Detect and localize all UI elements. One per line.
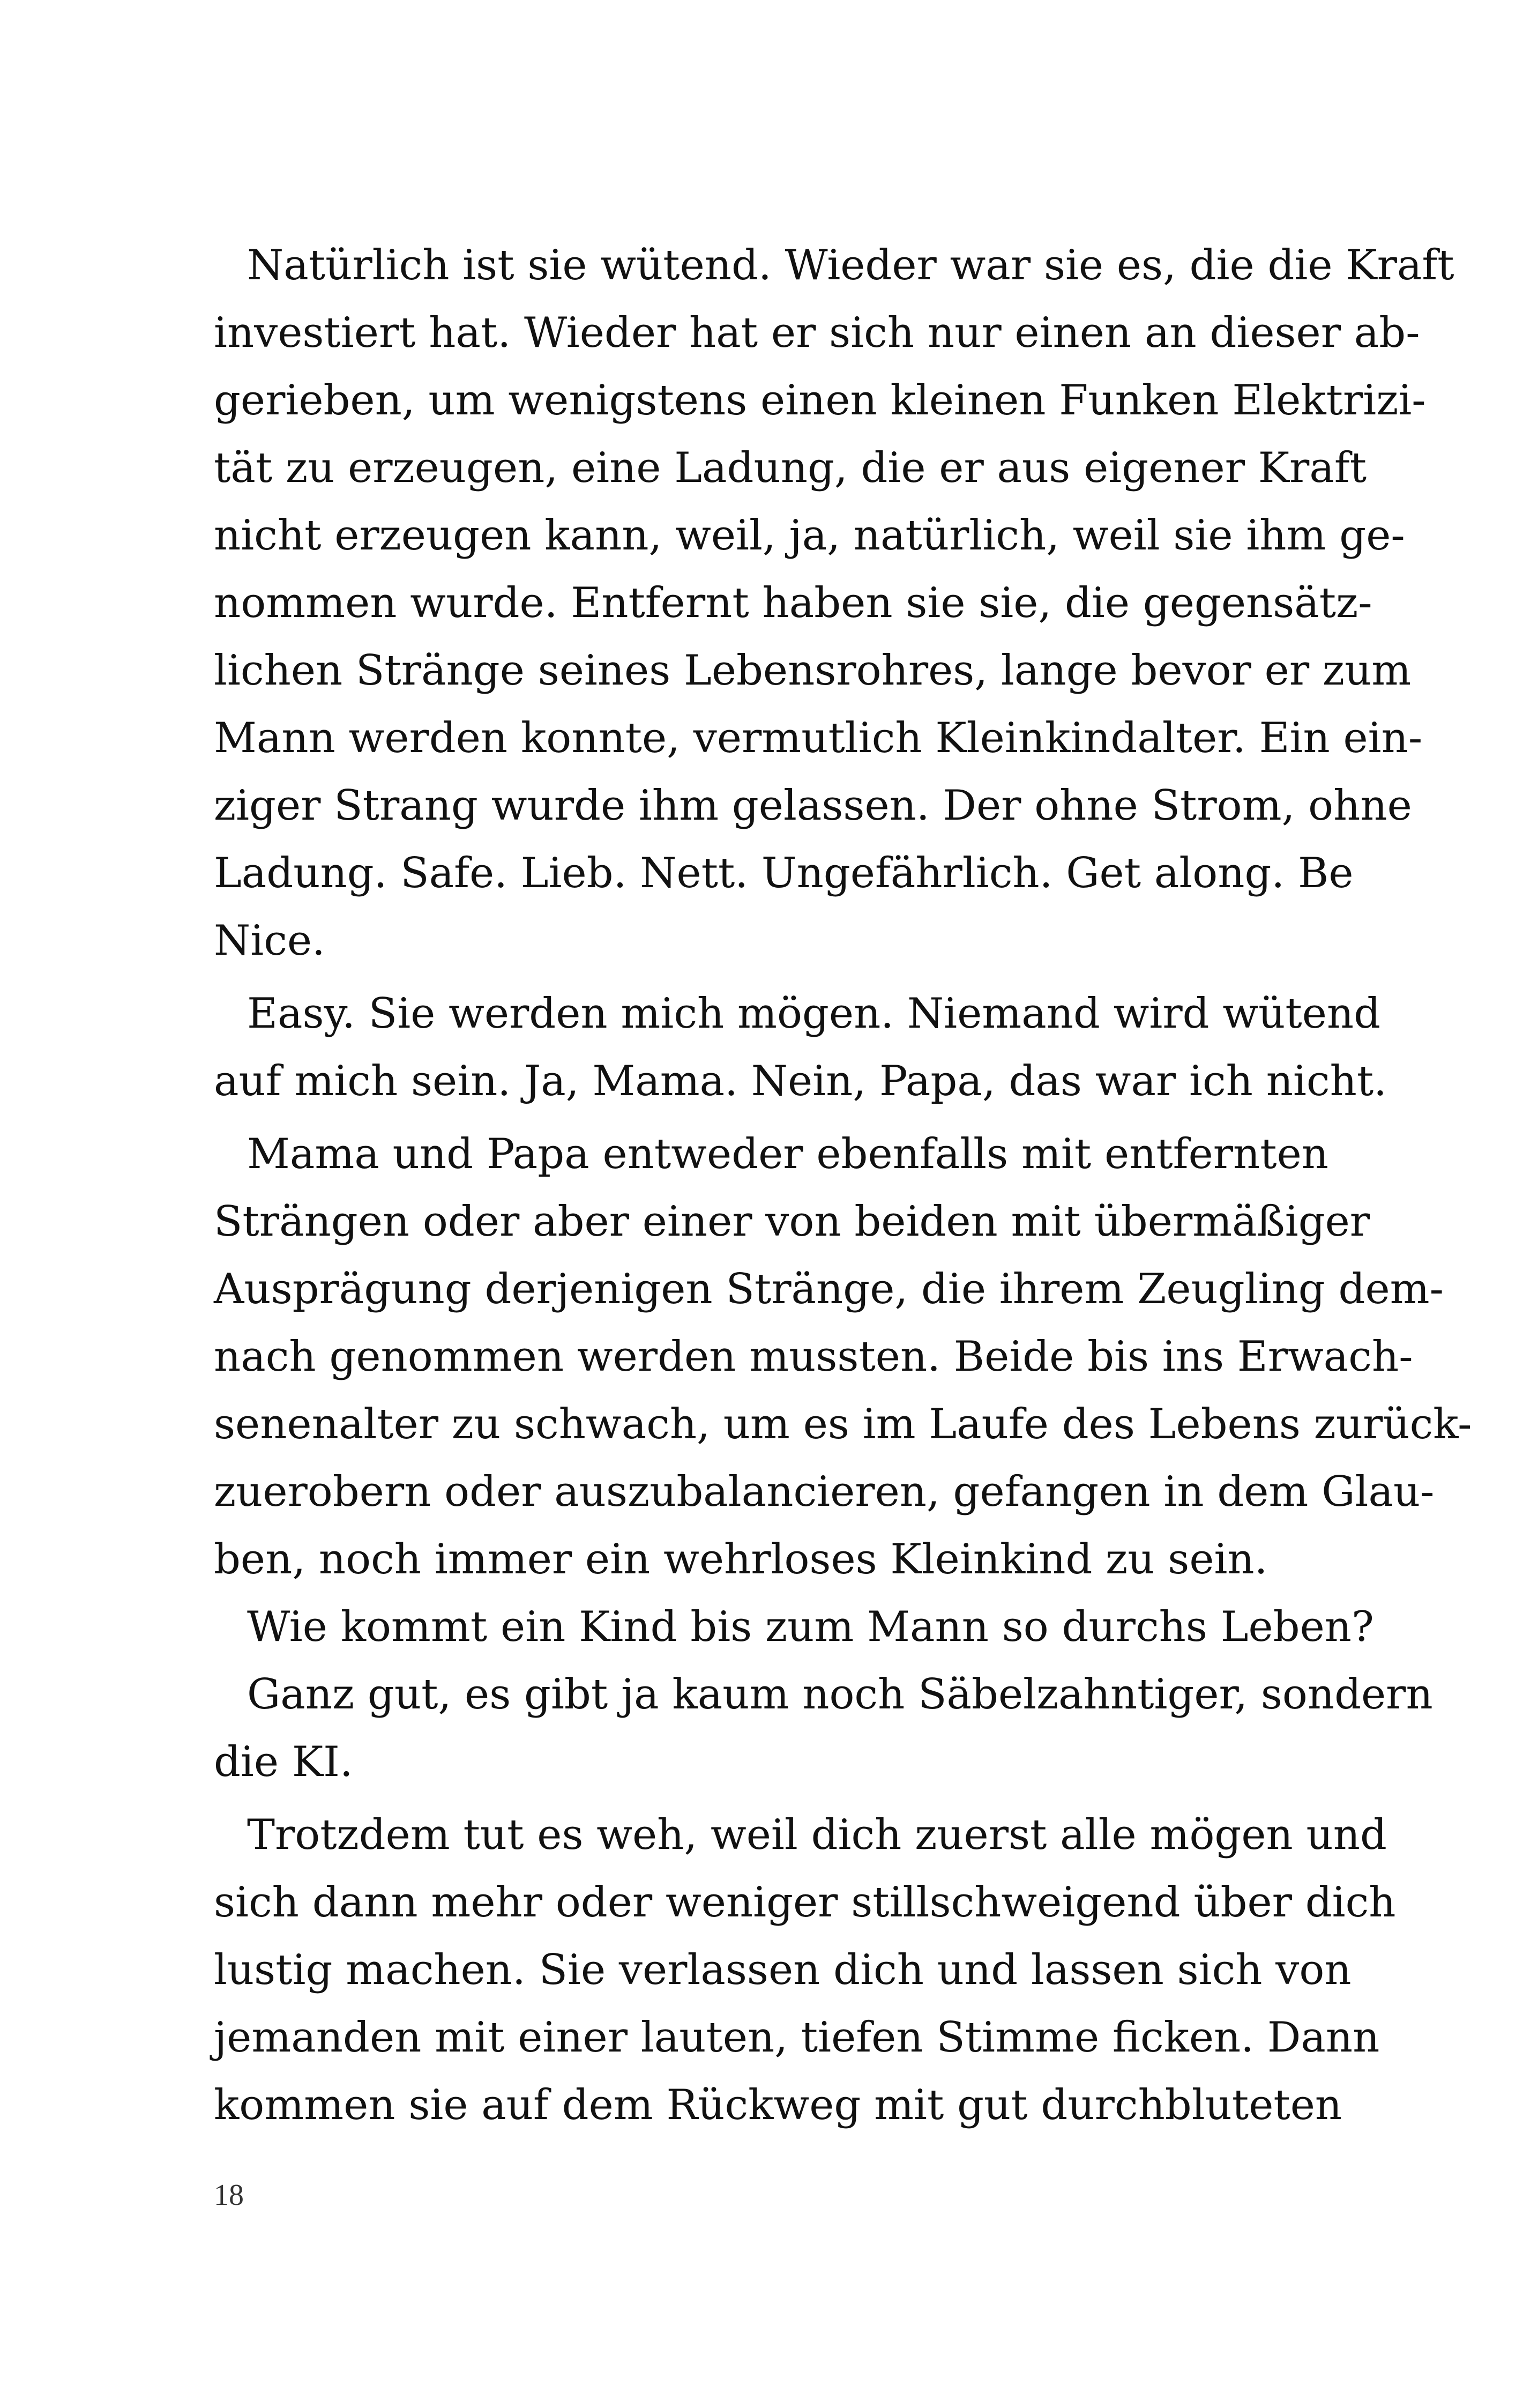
text-line: Ganz gut, es gibt ja kaum noch Säbelzahntiger, sondern — [247, 1670, 1433, 1719]
text-line: lichen Stränge seines Lebensrohres, lange bevor er zum — [214, 646, 1412, 695]
text-line: Trotzdem tut es weh, weil dich zuerst alle mögen und — [247, 1811, 1387, 1859]
text-line: die KI. — [214, 1738, 353, 1786]
text-line: tät zu erzeugen, eine Ladung, die er aus eigener Kraft — [214, 444, 1367, 492]
text-line: nommen wurde. Entfernt haben sie sie, die gegensätz- — [214, 579, 1372, 627]
text-line: Mann werden konnte, vermutlich Kleinkindalter. Ein ein- — [214, 714, 1423, 762]
text-line: investiert hat. Wieder hat er sich nur einen an dieser ab- — [214, 309, 1420, 357]
text-line: Nice. — [214, 917, 325, 965]
text-line: ben, noch immer ein wehrloses Kleinkind zu sein. — [214, 1535, 1268, 1584]
text-line: Wie kommt ein Kind bis zum Mann so durchs Leben? — [247, 1603, 1374, 1651]
text-line: Ausprägung derjenigen Stränge, die ihrem Zeugling dem- — [214, 1265, 1444, 1313]
text-line: ziger Strang wurde ihm gelassen. Der ohne Strom, ohne — [214, 782, 1412, 830]
text-line: zuerobern oder auszubalancieren, gefangen in dem Glau- — [214, 1468, 1435, 1516]
text-line: Strängen oder aber einer von beiden mit übermäßiger — [214, 1198, 1370, 1246]
text-line: Mama und Papa entweder ebenfalls mit entfernten — [247, 1130, 1329, 1178]
text-line: gerieben, um wenigstens einen kleinen Funken Elektrizi- — [214, 376, 1426, 425]
text-line: jemanden mit einer lauten, tiefen Stimme ficken. Dann — [214, 2013, 1380, 2062]
text-line: Ladung. Safe. Lieb. Nett. Ungefährlich. Get along. Be — [214, 849, 1354, 897]
text-line: auf mich sein. Ja, Mama. Nein, Papa, das war ich nicht. — [214, 1057, 1387, 1105]
text-line: nach genommen werden mussten. Beide bis ins Erwach- — [214, 1333, 1413, 1381]
text-line: nicht erzeugen kann, weil, ja, natürlich, weil sie ihm ge- — [214, 511, 1405, 560]
body-text — [214, 232, 1472, 2139]
text-line: Natürlich ist sie wütend. Wieder war sie es, die die Kraft — [247, 241, 1454, 289]
text-line: sich dann mehr oder weniger stillschweigend über dich — [214, 1878, 1396, 1927]
page-number: 18 — [214, 2179, 244, 2212]
text-line: Easy. Sie werden mich mögen. Niemand wird wütend — [247, 990, 1381, 1038]
text-line: lustig machen. Sie verlassen dich und lassen sich von — [214, 1946, 1352, 1994]
text-line: senenalter zu schwach, um es im Laufe des Lebens zurück- — [214, 1400, 1472, 1448]
text-line: kommen sie auf dem Rückweg mit gut durchbluteten — [214, 2081, 1342, 2129]
